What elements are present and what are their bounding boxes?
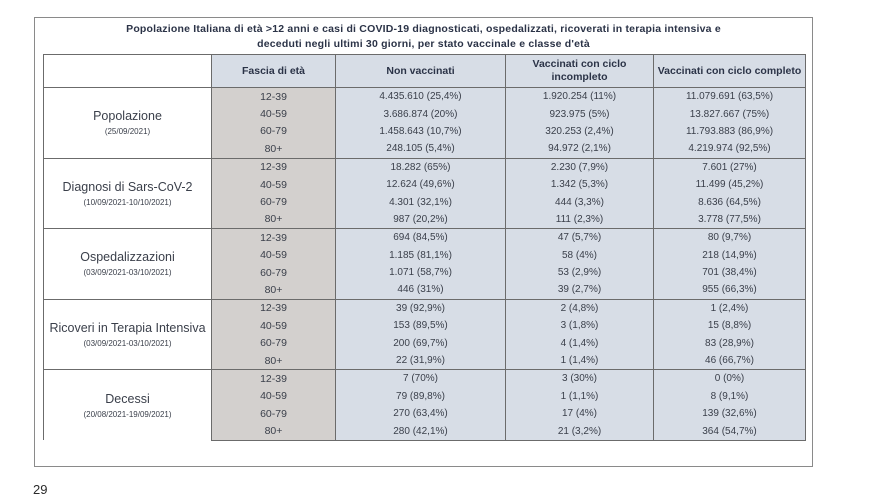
unvaccinated-cell: 248.105 (5,4%) [336,140,506,158]
incomplete-cycle-cell: 17 (4%) [506,405,654,422]
age-cell: 12-39 [212,299,336,317]
complete-cycle-cell: 11.499 (45,2%) [654,176,806,193]
age-cell: 80+ [212,352,336,370]
age-cell: 60-79 [212,405,336,422]
incomplete-cycle-cell: 94.972 (2,1%) [506,140,654,158]
complete-cycle-cell: 8 (9,1%) [654,388,806,405]
age-cell: 12-39 [212,158,336,176]
age-cell: 12-39 [212,229,336,247]
complete-cycle-cell: 955 (66,3%) [654,281,806,299]
complete-cycle-cell: 3.778 (77,5%) [654,211,806,229]
complete-cycle-cell: 80 (9,7%) [654,229,806,247]
category-cell [44,88,212,159]
table-row [44,370,806,388]
header-unvaccinated: Non vaccinati [336,55,506,88]
complete-cycle-cell: 83 (28,9%) [654,334,806,351]
unvaccinated-cell: 39 (92,9%) [336,299,506,317]
table-title-line1: Popolazione Italiana di età >12 anni e casi di COVID-19 diagnosticati, ospedalizzati, ricoverati in terapia intensiva e [126,23,721,35]
incomplete-cycle-cell: 1 (1,1%) [506,388,654,405]
table-row [44,88,806,106]
age-cell: 80+ [212,422,336,440]
incomplete-cycle-cell: 111 (2,3%) [506,211,654,229]
category-date: (10/09/2021-10/10/2021) [83,197,172,207]
vaccination-status-table [43,54,806,441]
page-number: 29 [33,482,48,497]
category-date: (25/09/2021) [104,127,151,137]
header-row [44,55,806,88]
complete-cycle-cell: 364 (54,7%) [654,422,806,440]
unvaccinated-cell: 280 (42,1%) [336,422,506,440]
complete-cycle-cell: 4.219.974 (92,5%) [654,140,806,158]
incomplete-cycle-cell: 53 (2,9%) [506,264,654,281]
incomplete-cycle-cell: 3 (1,8%) [506,317,654,334]
unvaccinated-cell: 12.624 (49,6%) [336,176,506,193]
age-cell: 40-59 [212,388,336,405]
incomplete-cycle-cell: 1 (1,4%) [506,352,654,370]
incomplete-cycle-cell: 39 (2,7%) [506,281,654,299]
complete-cycle-cell: 7.601 (27%) [654,158,806,176]
unvaccinated-cell: 153 (89,5%) [336,317,506,334]
age-cell: 40-59 [212,317,336,334]
unvaccinated-cell: 200 (69,7%) [336,334,506,351]
complete-cycle-cell: 701 (38,4%) [654,264,806,281]
unvaccinated-cell: 694 (84,5%) [336,229,506,247]
incomplete-cycle-cell: 47 (5,7%) [506,229,654,247]
complete-cycle-cell: 15 (8,8%) [654,317,806,334]
unvaccinated-cell: 987 (20,2%) [336,211,506,229]
incomplete-cycle-cell: 444 (3,3%) [506,193,654,210]
incomplete-cycle-cell: 923.975 (5%) [506,105,654,122]
age-cell: 40-59 [212,247,336,264]
category-date: (20/08/2021-19/09/2021) [83,409,172,419]
complete-cycle-cell: 13.827.667 (75%) [654,105,806,122]
header-complete-cycle: Vaccinati con ciclo completo [654,55,806,88]
category-cell [44,299,212,370]
category-label: Popolazione [93,109,162,124]
unvaccinated-cell: 446 (31%) [336,281,506,299]
incomplete-cycle-cell: 320.253 (2,4%) [506,123,654,140]
category-cell [44,370,212,441]
incomplete-cycle-cell: 2.230 (7,9%) [506,158,654,176]
header-incomplete-cycle: Vaccinati con ciclo incompleto [506,55,654,88]
unvaccinated-cell: 22 (31,9%) [336,352,506,370]
table-title [34,22,813,52]
category-cell [44,229,212,300]
header-empty [44,55,212,88]
age-cell: 60-79 [212,334,336,351]
unvaccinated-cell: 270 (63,4%) [336,405,506,422]
complete-cycle-cell: 11.793.883 (86,9%) [654,123,806,140]
age-cell: 80+ [212,140,336,158]
complete-cycle-cell: 11.079.691 (63,5%) [654,88,806,106]
complete-cycle-cell: 1 (2,4%) [654,299,806,317]
age-cell: 12-39 [212,370,336,388]
category-label: Ospedalizzazioni [80,250,175,265]
incomplete-cycle-cell: 4 (1,4%) [506,334,654,351]
age-cell: 80+ [212,281,336,299]
age-cell: 12-39 [212,88,336,106]
unvaccinated-cell: 7 (70%) [336,370,506,388]
incomplete-cycle-cell: 1.920.254 (11%) [506,88,654,106]
unvaccinated-cell: 4.435.610 (25,4%) [336,88,506,106]
unvaccinated-cell: 1.458.643 (10,7%) [336,123,506,140]
age-cell: 80+ [212,211,336,229]
category-label: Decessi [105,391,150,406]
age-cell: 60-79 [212,264,336,281]
unvaccinated-cell: 79 (89,8%) [336,388,506,405]
unvaccinated-cell: 1.185 (81,1%) [336,247,506,264]
complete-cycle-cell: 46 (66,7%) [654,352,806,370]
category-label: Ricoveri in Terapia Intensiva [49,320,206,335]
unvaccinated-cell: 4.301 (32,1%) [336,193,506,210]
unvaccinated-cell: 3.686.874 (20%) [336,105,506,122]
complete-cycle-cell: 0 (0%) [654,370,806,388]
age-cell: 40-59 [212,105,336,122]
incomplete-cycle-cell: 2 (4,8%) [506,299,654,317]
table-row [44,299,806,317]
age-cell: 60-79 [212,193,336,210]
incomplete-cycle-cell: 3 (30%) [506,370,654,388]
table-row [44,158,806,176]
complete-cycle-cell: 139 (32,6%) [654,405,806,422]
unvaccinated-cell: 18.282 (65%) [336,158,506,176]
category-date: (03/09/2021-03/10/2021) [83,268,172,278]
category-cell [44,158,212,229]
unvaccinated-cell: 1.071 (58,7%) [336,264,506,281]
category-date: (03/09/2021-03/10/2021) [83,338,172,348]
header-age-group: Fascia di età [212,55,336,88]
category-label: Diagnosi di Sars-CoV-2 [62,179,193,194]
incomplete-cycle-cell: 58 (4%) [506,247,654,264]
age-cell: 40-59 [212,176,336,193]
table-row [44,229,806,247]
table-body [44,88,806,441]
incomplete-cycle-cell: 21 (3,2%) [506,422,654,440]
incomplete-cycle-cell: 1.342 (5,3%) [506,176,654,193]
age-cell: 60-79 [212,123,336,140]
table-title-line2: deceduti negli ultimi 30 giorni, per stato vaccinale e classe d'età [257,38,590,50]
complete-cycle-cell: 218 (14,9%) [654,247,806,264]
complete-cycle-cell: 8.636 (64,5%) [654,193,806,210]
